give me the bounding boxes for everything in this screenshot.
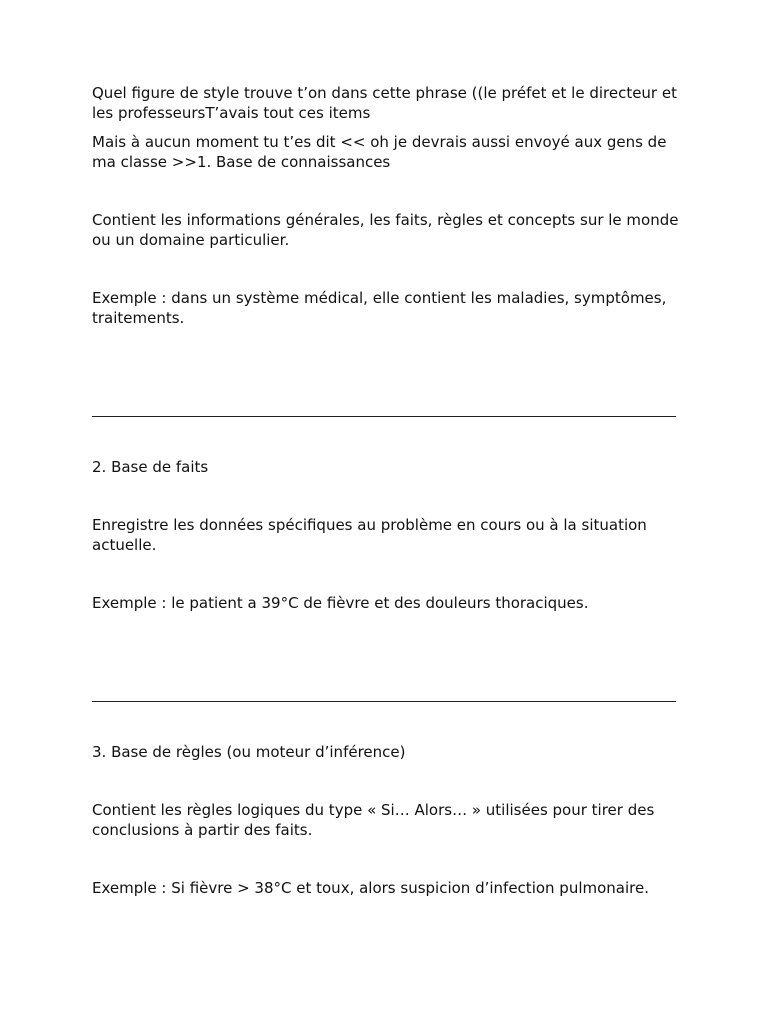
section2-heading: 2. Base de faits	[92, 458, 209, 476]
section3-heading: 3. Base de règles (ou moteur d’inférence)	[92, 743, 406, 761]
section2-description: Enregistre les données spécifiques au problème en cours ou à la situation actuelle.	[92, 516, 647, 554]
question-followup-paragraph: Mais à aucun moment tu t’es dit << oh je devrais aussi envoyé aux gens de ma classe >>1. Base de connaissances	[92, 133, 667, 171]
section3-description: Contient les règles logiques du type « Si… Alors… » utilisées pour tirer des conclusions à partir des faits.	[92, 801, 655, 839]
section3-example: Exemple : Si fièvre > 38°C et toux, alors suspicion d’infection pulmonaire.	[92, 879, 649, 897]
section1-description: Contient les informations générales, les faits, règles et concepts sur le monde ou un domaine particulier.	[92, 211, 679, 249]
section2-example: Exemple : le patient a 39°C de fièvre et des douleurs thoraciques.	[92, 594, 589, 612]
section-divider-1	[92, 416, 676, 417]
section-divider-2	[92, 701, 676, 702]
section1-example: Exemple : dans un système médical, elle contient les maladies, symptômes, traitements.	[92, 289, 667, 327]
question-paragraph: Quel figure de style trouve t’on dans cette phrase ((le préfet et le directeur et les professeursT’avais tout ces items	[92, 84, 677, 122]
